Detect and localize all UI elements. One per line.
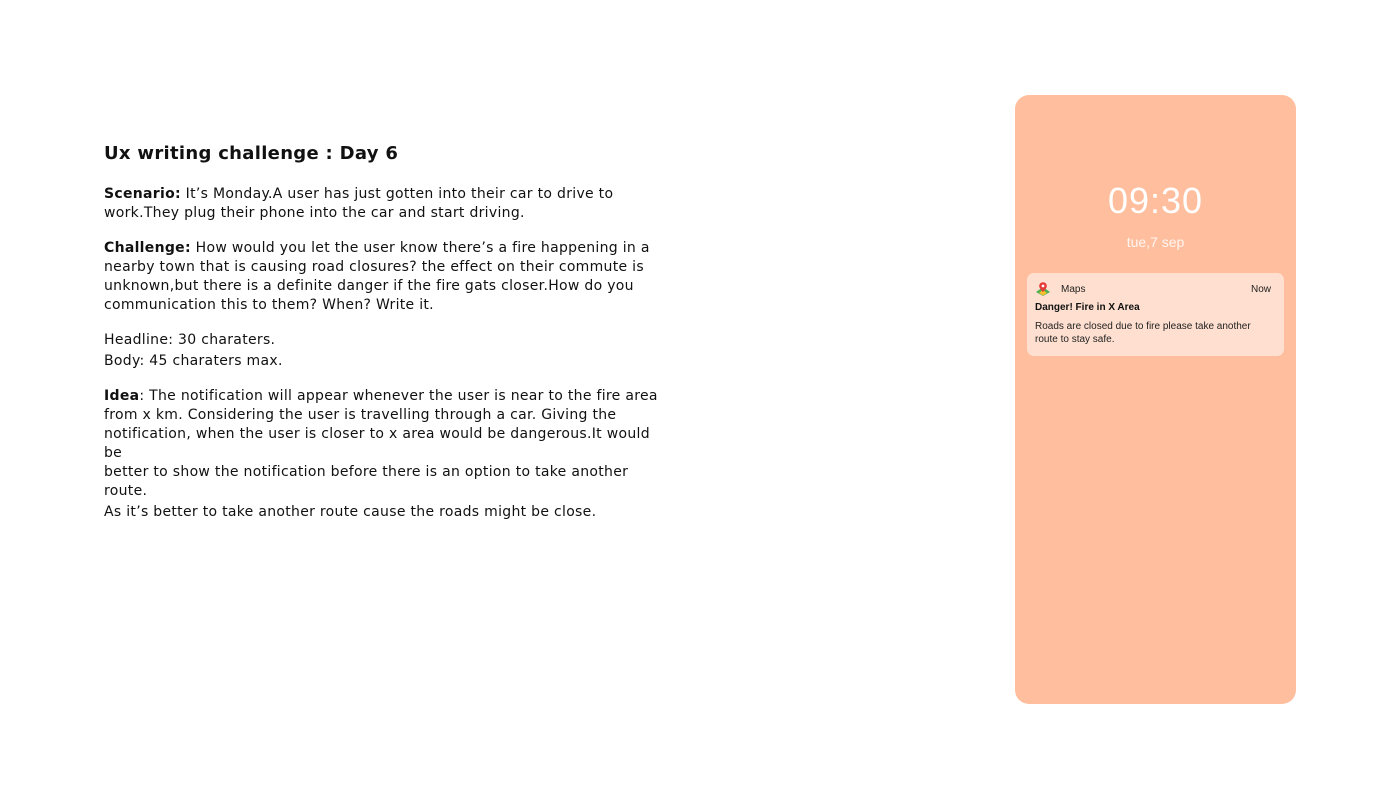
headline-constraint: Headline: 30 charaters. [104,332,276,348]
scenario-line-1 [104,185,664,204]
lockscreen-clock: 09:30 [1107,180,1204,221]
challenge-text-4: communication this to them? When? Write it. [104,297,434,313]
notification-body-line-2: route to stay safe. [1035,334,1115,345]
phone-lockscreen [1015,95,1296,704]
idea-followup: As it’s better to take another route cause the roads might be close. [104,504,597,520]
idea-text-2: from x km. Considering the user is travelling through a car. Giving the [104,407,617,423]
scenario-label: Scenario: [104,186,181,202]
idea-text-5: route. [104,483,148,499]
scenario-text-2: work.They plug their phone into the car and start driving. [104,205,525,221]
idea-line-1 [104,387,664,406]
challenge-text-3: unknown,but there is a definite danger if the fire gats closer.How do you [104,278,634,294]
challenge-text-2: nearby town that is causing road closures? the effect on their commute is [104,259,644,275]
challenge-text-1: How would you let the user know there’s a fire happening in a [190,240,650,256]
challenge-title: Ux writing challenge : Day 6 [104,143,399,164]
lockscreen-date: tue,7 sep [1126,234,1185,250]
challenge-text-panel [104,143,664,538]
notification-title: Danger! Fire in X Area [1035,302,1140,313]
idea-text-1: : The notification will appear whenever the user is near to the fire area [139,388,658,404]
scenario-paragraph [104,185,664,223]
notification-body [1035,320,1280,346]
challenge-paragraph [104,239,664,315]
idea-text-4: better to show the notification before there is an option to take another [104,464,629,480]
scenario-text-1: It’s Monday.A user has just gotten into their car to drive to [180,186,614,202]
maps-notification[interactable] [1027,273,1284,356]
idea-text-3: notification, when the user is closer to x area would be dangerous.It would be [104,426,650,461]
challenge-label: Challenge: [104,240,191,256]
notification-app-name: Maps [1061,283,1086,295]
challenge-line-1 [104,239,664,258]
notification-time: Now [1250,283,1271,295]
notification-header [1035,281,1271,297]
notification-body-line-1: Roads are closed due to fire please take another [1035,321,1251,332]
maps-icon [1035,281,1051,297]
idea-paragraph [104,387,664,501]
body-constraint: Body: 45 charaters max. [104,353,283,369]
idea-label: Idea [104,388,140,404]
